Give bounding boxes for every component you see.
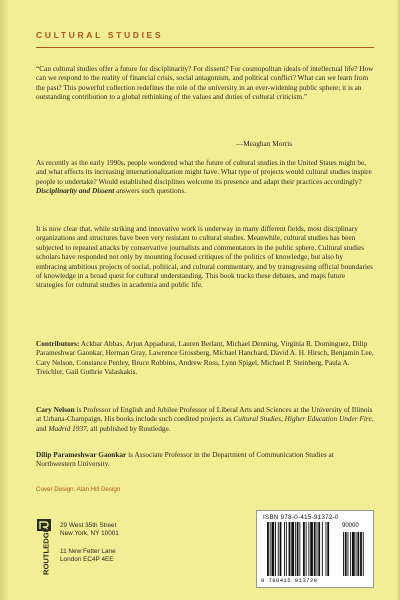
barcode-icon (261, 522, 371, 578)
header-rule (36, 47, 374, 48)
p1-text: As recently as the early 1990s, people wondered what the future of cultural studies in the United States might be, and what effects its increasing internationalization might have. What type of projects would cultural studies inspire people to undertake? Would established disciplines welcome its presence and adapt their practices accordingly? (36, 158, 372, 186)
editor-bio-nelson (36, 405, 374, 433)
description-paragraph-1 (36, 158, 374, 196)
bio2-text: is Associate Professor in the Department of Communication Studies at Northwestern University. (36, 450, 334, 469)
price-code: 90000 (342, 523, 359, 529)
contributors-list (36, 339, 374, 377)
bio1-titles: Cultural Studies, Higher Education Under Fire, (233, 414, 374, 424)
bio2-name: Dilip Parameshwar Gaonkar (36, 450, 127, 459)
routledge-logo (36, 519, 52, 577)
blurb-quote: “Can cultural studies offer a future for disciplinarity? For dissent? For cosmopolitan ideals of intellectual life? How can we respond to the reality of financial crisis, social antagonism, and political conflict? What can we learn from the past? This powerful collection redefines the role of the university in an ever-widening public sphere; it is an outstanding contribution to a global rethinking of the values and duties of cultural criticism.” (36, 64, 374, 102)
contributors-names: Ackbar Abbas, Arjun Appadurai, Lauren Berlant, Michael Denning, Virginia R. Dominguez, Dilip Parameshwar Gaonkar, Herman Gray, Lawrence Grossberg, Michael Hanchard, David A. H. Hirsch, Benjamin Lee, Cary Nelson, Constance Penley, Bruce Robbins, Andrew Ross, Lynn Spigel, Michael P. Steinberg, Paula A. Treichler, Gail Guthrie Valaskakis. (36, 339, 374, 377)
description-paragraph-2: It is now clear that, while striking and innovative work is underway in many different fields, most disciplinary organizations and structures have been very resistant to cultural studies. Meanwhile, cultural studies has been subjected to repeated attacks by conservative journalists and commentators in the public sphere. Cultural studies scholars have responded not only by mounting focused critiques of the politics of knowledge, but also by embracing ambitious projects of social, political, and cultural commentary, and by transgressing official boundaries of knowledge in a broad quest for cultural understanding. This book tracks these debates, and maps future strategies for cultural studies in academia and public life. (36, 224, 373, 290)
series-title: CULTURAL STUDIES (36, 30, 164, 40)
bio1-text1: is Professor of English and Jubilee Professor of Liberal Arts and Sciences at the University of Illinois at Urbana-Champaign. His books include such coedited projects as (36, 405, 373, 424)
isbn-number: ISBN 978-0-415-91372-0 (263, 514, 339, 521)
publisher-addresses (60, 522, 119, 564)
address-london (60, 548, 119, 565)
editor-bio-gaonkar (36, 450, 374, 469)
address-london-line-1: 11 New Fetter Lane (60, 547, 116, 555)
bio1-name: Cary Nelson (36, 405, 75, 414)
bio1-title2: Madrid 1937 (48, 423, 87, 433)
address-new-york (60, 522, 119, 539)
cover-design-credit: Cover Design: Alan Hill Design (36, 486, 121, 493)
page-edge (396, 0, 400, 600)
barcode-digits: 9 780415 913720 (261, 577, 318, 584)
spine-shadow (0, 0, 9, 600)
p1-tail: answers such questions. (114, 186, 186, 196)
bio1-text2: and (36, 423, 49, 433)
bio1-text3: , all published by Routledge. (86, 423, 171, 433)
address-ny-line-2: New York, NY 10001 (60, 530, 119, 538)
publisher-name: ROUTLEDGE (41, 527, 51, 575)
contributors-label: Contributors: (36, 339, 80, 348)
address-ny-line-1: 29 West 35th Street (60, 522, 117, 529)
book-title: Disciplinarity and Dissent (36, 186, 115, 196)
address-london-line-2: London EC4P 4EE (60, 555, 114, 563)
barcode-panel (256, 510, 374, 588)
blurb-attribution: —Meaghan Morris (236, 139, 293, 148)
